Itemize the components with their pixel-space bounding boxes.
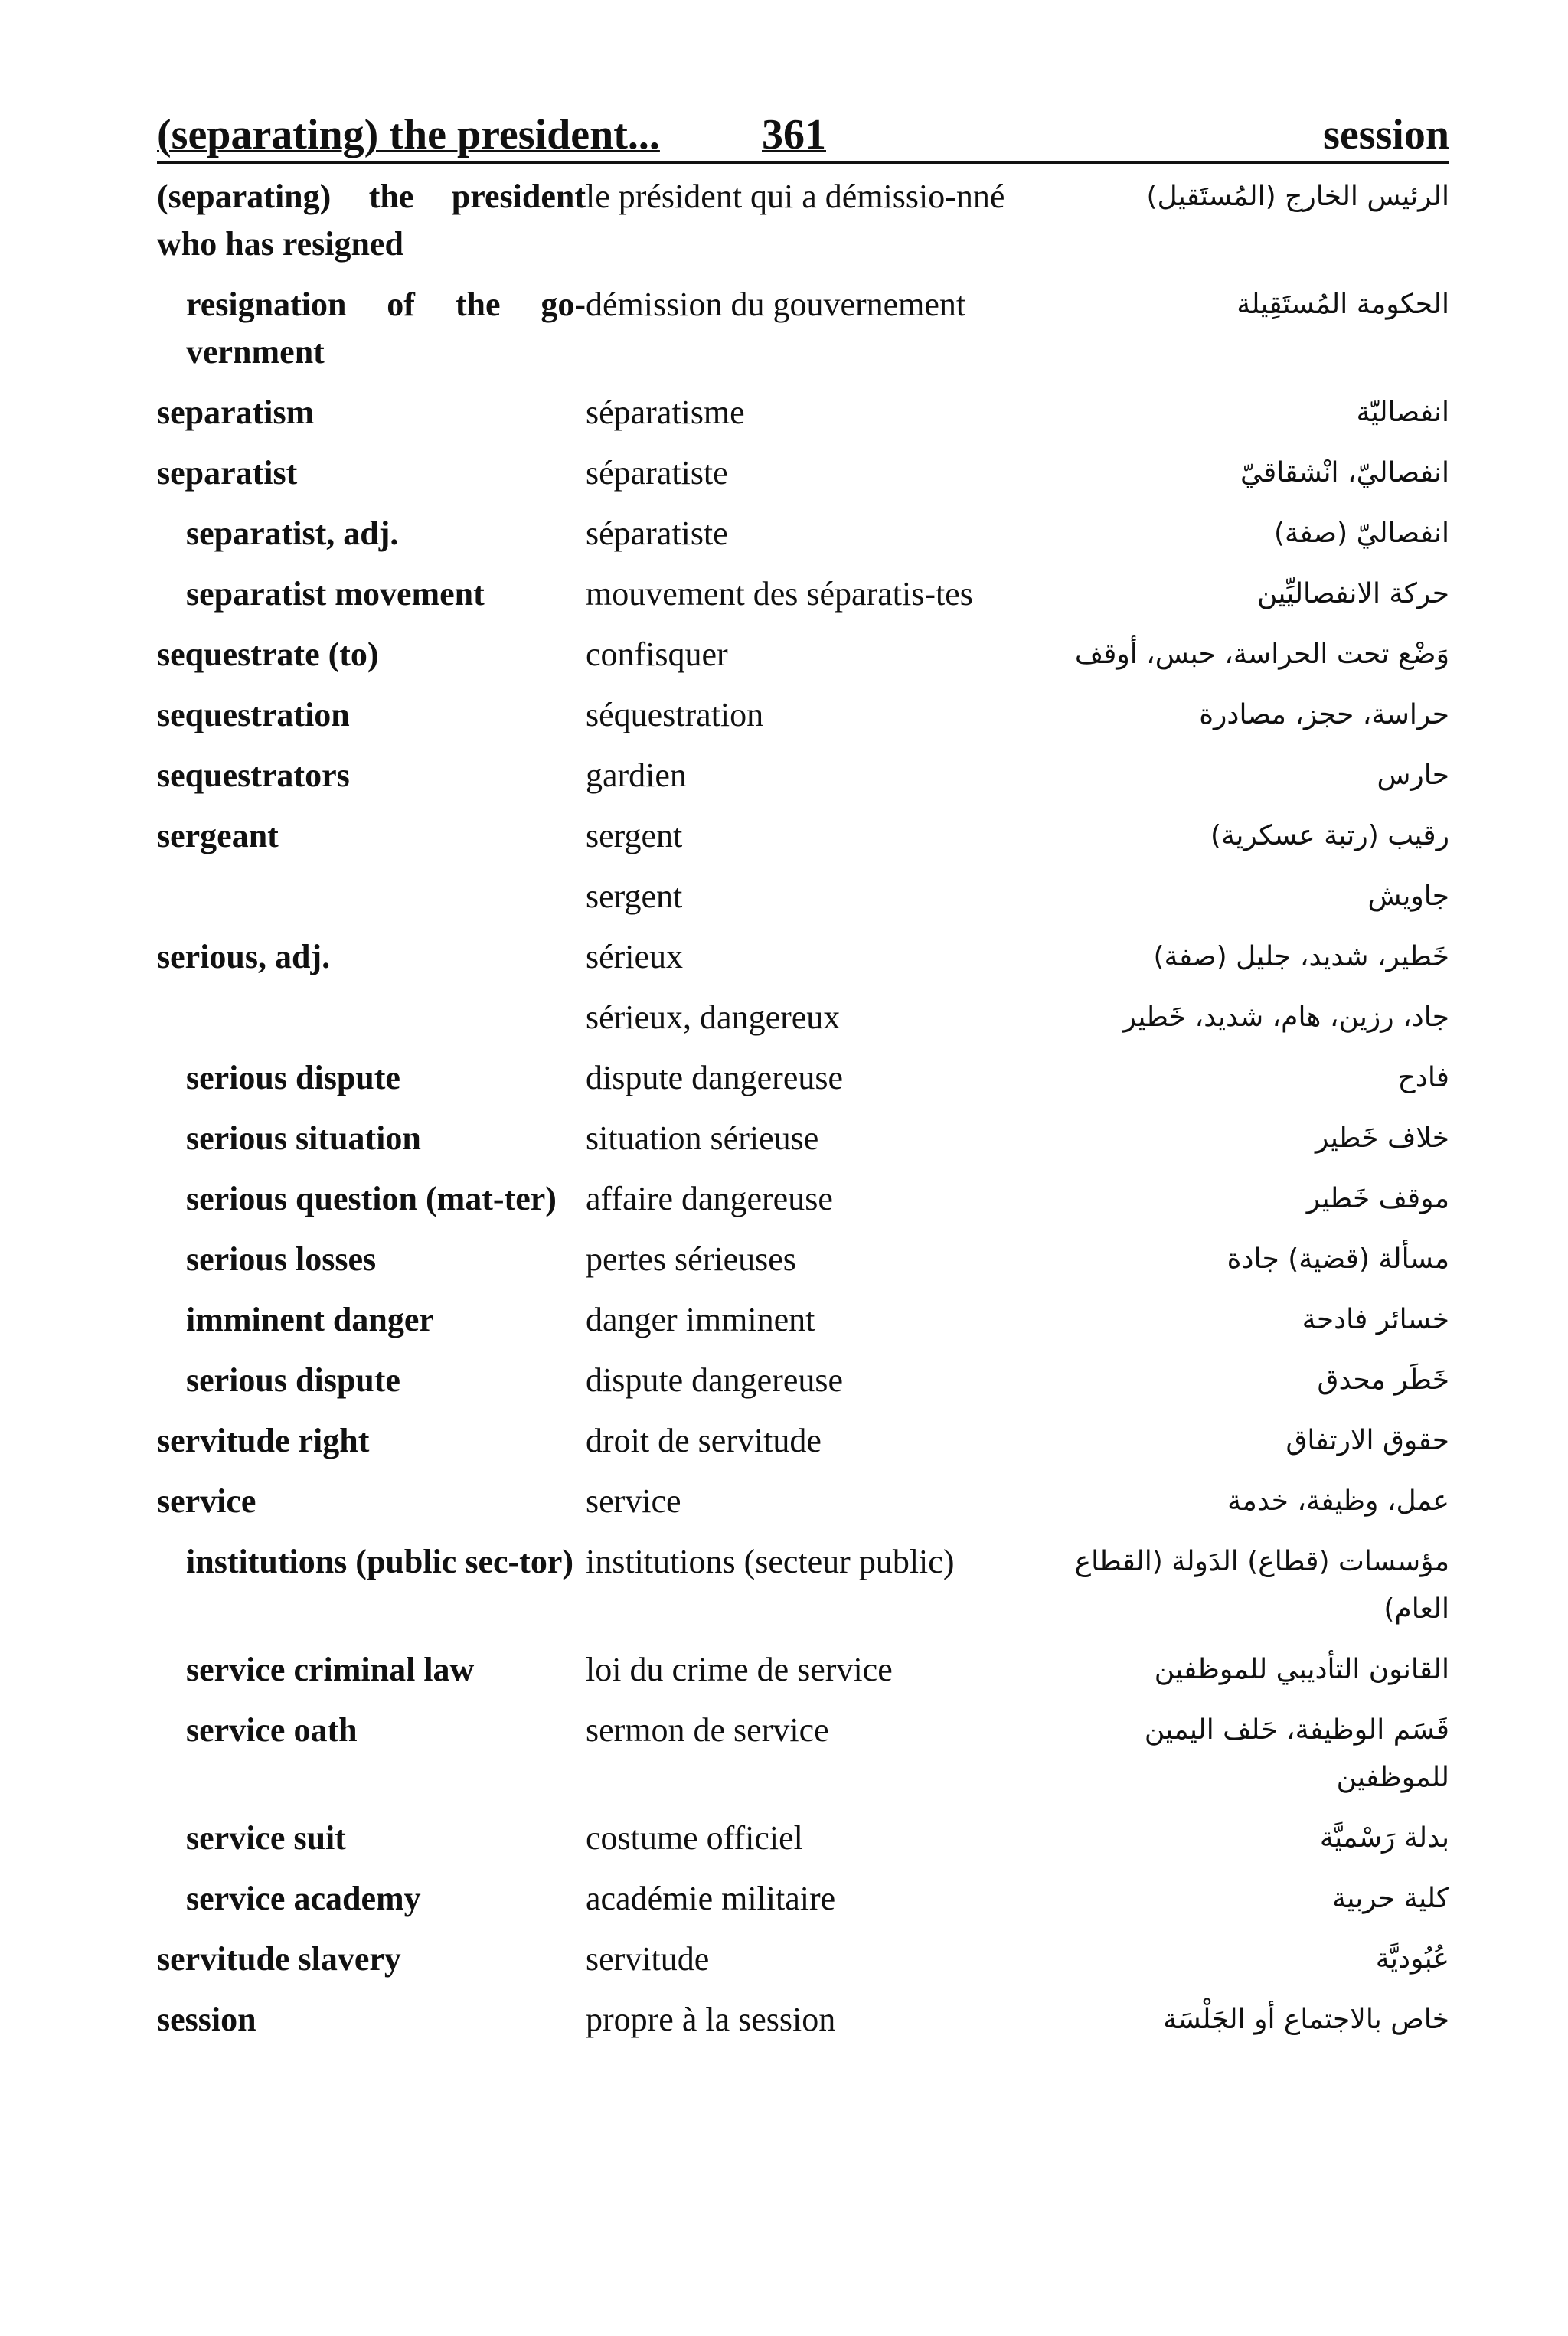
arabic-term: مؤسسات (قطاع) الدَولة (القطاع العام) xyxy=(1074,1546,1449,1625)
arabic-term: جاد، رزين، هام، شديد، خَطير xyxy=(1122,1001,1449,1033)
page-header xyxy=(157,107,1449,164)
english-term: serious losses xyxy=(186,1240,377,1278)
french-term: dispute dangereuse xyxy=(586,1361,843,1399)
arabic-term: عمل، وظيفة، خدمة xyxy=(1227,1485,1449,1517)
arabic-term: وَضْع تحت الحراسة، حبس، أوقف xyxy=(1074,639,1449,670)
english-term: serious dispute xyxy=(186,1059,400,1096)
dictionary-entry xyxy=(157,1115,1449,1162)
arabic-term: الرئيس الخارج (المُستَقيل) xyxy=(1146,181,1449,212)
arabic-term: خَطير، شديد، جليل (صفة) xyxy=(1153,941,1449,972)
arabic-term: كلية حربية xyxy=(1332,1883,1449,1914)
french-term: pertes sérieuses xyxy=(586,1240,796,1278)
english-term: separatism xyxy=(157,394,315,431)
dictionary-entry xyxy=(157,1296,1449,1344)
arabic-term: جاويش xyxy=(1367,880,1449,912)
english-term: resignation of the go-vernment xyxy=(186,286,586,371)
dictionary-entry xyxy=(157,691,1449,739)
dictionary-entry xyxy=(157,1175,1449,1223)
dictionary-entry xyxy=(157,873,1449,920)
french-term: droit de servitude xyxy=(586,1422,822,1459)
french-term: loi du crime de service xyxy=(586,1651,893,1688)
arabic-term: بدلة رَسْميَّة xyxy=(1319,1822,1449,1854)
arabic-term: موقف خَطير xyxy=(1306,1183,1449,1214)
arabic-term: خاص بالاجتماع أو الجَلْسَة xyxy=(1163,2004,1449,2035)
arabic-term: خسائر فادحة xyxy=(1302,1304,1449,1335)
english-term: sequestrate (to) xyxy=(157,635,379,673)
french-term: gardien xyxy=(586,756,687,794)
arabic-term: حركة الانفصاليِّين xyxy=(1256,578,1449,609)
english-term: sequestrators xyxy=(157,756,350,794)
french-term: sérieux xyxy=(586,938,684,975)
french-term: propre à la session xyxy=(586,2001,836,2038)
french-term: séquestration xyxy=(586,696,764,733)
dictionary-entry xyxy=(157,752,1449,799)
dictionary-entry xyxy=(157,1236,1449,1283)
french-term: dispute dangereuse xyxy=(586,1059,843,1096)
french-term: institutions (secteur public) xyxy=(586,1543,955,1580)
english-term: (separating) the president who has resigned xyxy=(157,178,586,263)
dictionary-entry xyxy=(157,1815,1449,1862)
dictionary-entry xyxy=(157,1936,1449,1983)
english-term: servitude slavery xyxy=(157,1940,401,1978)
english-term: imminent danger xyxy=(186,1301,434,1338)
dictionary-entry xyxy=(157,1996,1449,2044)
english-term: serious dispute xyxy=(186,1361,400,1399)
french-term: costume officiel xyxy=(586,1819,803,1857)
dictionary-entry xyxy=(157,1875,1449,1923)
arabic-term: خلاف خَطير xyxy=(1315,1122,1449,1154)
dictionary-entry xyxy=(157,933,1449,981)
page-number: 361 xyxy=(762,111,826,158)
english-term: separatist, adj. xyxy=(186,515,399,552)
arabic-term: فادح xyxy=(1397,1062,1449,1093)
arabic-term: حارس xyxy=(1377,760,1449,791)
english-term: sequestration xyxy=(157,696,350,733)
french-term: le président qui a démissio-nné xyxy=(586,178,1005,215)
french-term: séparatisme xyxy=(586,394,745,431)
english-term: service oath xyxy=(186,1711,358,1749)
english-term: serious question (mat-ter) xyxy=(186,1180,557,1217)
english-term: separatist xyxy=(157,454,298,492)
dictionary-entry xyxy=(157,449,1449,497)
french-term: affaire dangereuse xyxy=(586,1180,833,1217)
arabic-term: انفصاليّ (صفة) xyxy=(1273,518,1449,549)
dictionary-entry xyxy=(157,631,1449,678)
dictionary-entry xyxy=(157,389,1449,436)
arabic-term: خَطَر محدق xyxy=(1317,1364,1449,1396)
english-term: service criminal law xyxy=(186,1651,475,1688)
english-term: serious, adj. xyxy=(157,938,331,975)
french-term: danger imminent xyxy=(586,1301,815,1338)
arabic-term: انفصاليّ، انْشقاقيّ xyxy=(1240,457,1449,488)
dictionary-entry xyxy=(157,510,1449,557)
english-term: separatist movement xyxy=(186,575,485,613)
english-term: service xyxy=(157,1482,256,1520)
french-term: sergent xyxy=(586,817,683,854)
french-term: situation sérieuse xyxy=(586,1119,819,1157)
header-first-entry: (separating) the president... xyxy=(157,111,660,158)
english-term: sergeant xyxy=(157,817,279,854)
dictionary-entry xyxy=(157,994,1449,1041)
dictionary-entry xyxy=(157,1054,1449,1102)
french-term: séparatiste xyxy=(586,454,728,492)
english-term: service suit xyxy=(186,1819,346,1857)
entry-list xyxy=(157,173,1449,2044)
english-term: servitude right xyxy=(157,1422,370,1459)
arabic-term: انفصاليّة xyxy=(1356,397,1449,428)
arabic-term: حراسة، حجز، مصادرة xyxy=(1199,699,1449,730)
french-term: mouvement des séparatis-tes xyxy=(586,575,973,613)
dictionary-entry xyxy=(157,1646,1449,1694)
english-term: institutions (public sec-tor) xyxy=(186,1543,573,1580)
french-term: service xyxy=(586,1482,681,1520)
french-term: servitude xyxy=(586,1940,710,1978)
dictionary-entry xyxy=(157,1707,1449,1802)
dictionary-entry xyxy=(157,281,1449,376)
english-term: serious situation xyxy=(186,1119,421,1157)
dictionary-entry xyxy=(157,173,1449,268)
arabic-term: حقوق الارتفاق xyxy=(1285,1425,1449,1456)
french-term: séparatiste xyxy=(586,515,728,552)
french-term: sergent xyxy=(586,877,683,915)
english-term: service academy xyxy=(186,1880,421,1917)
dictionary-entry xyxy=(157,1417,1449,1465)
dictionary-entry xyxy=(157,1538,1449,1633)
dictionary-entry xyxy=(157,570,1449,618)
arabic-term: القانون التأديبي للموظفين xyxy=(1154,1654,1449,1685)
arabic-term: رقيب (رتبة عسكرية) xyxy=(1210,820,1449,851)
dictionary-entry xyxy=(157,1478,1449,1525)
arabic-term: عُبُوديَّة xyxy=(1375,1943,1449,1975)
dictionary-page xyxy=(157,107,1449,2057)
dictionary-entry xyxy=(157,812,1449,860)
french-term: sérieux, dangereux xyxy=(586,998,841,1036)
french-term: sermon de service xyxy=(586,1711,829,1749)
french-term: confisquer xyxy=(586,635,728,673)
french-term: démission du gouvernement xyxy=(586,286,966,323)
english-term: session xyxy=(157,2001,256,2038)
french-term: académie militaire xyxy=(586,1880,836,1917)
arabic-term: الحكومة المُستَقِيلة xyxy=(1236,289,1449,320)
arabic-term: مسألة (قضية) جادة xyxy=(1227,1243,1449,1275)
header-last-entry: session xyxy=(1323,111,1449,158)
dictionary-entry xyxy=(157,1357,1449,1404)
arabic-term: قَسَم الوظيفة، حَلف اليمين للموظفين xyxy=(1144,1714,1449,1793)
